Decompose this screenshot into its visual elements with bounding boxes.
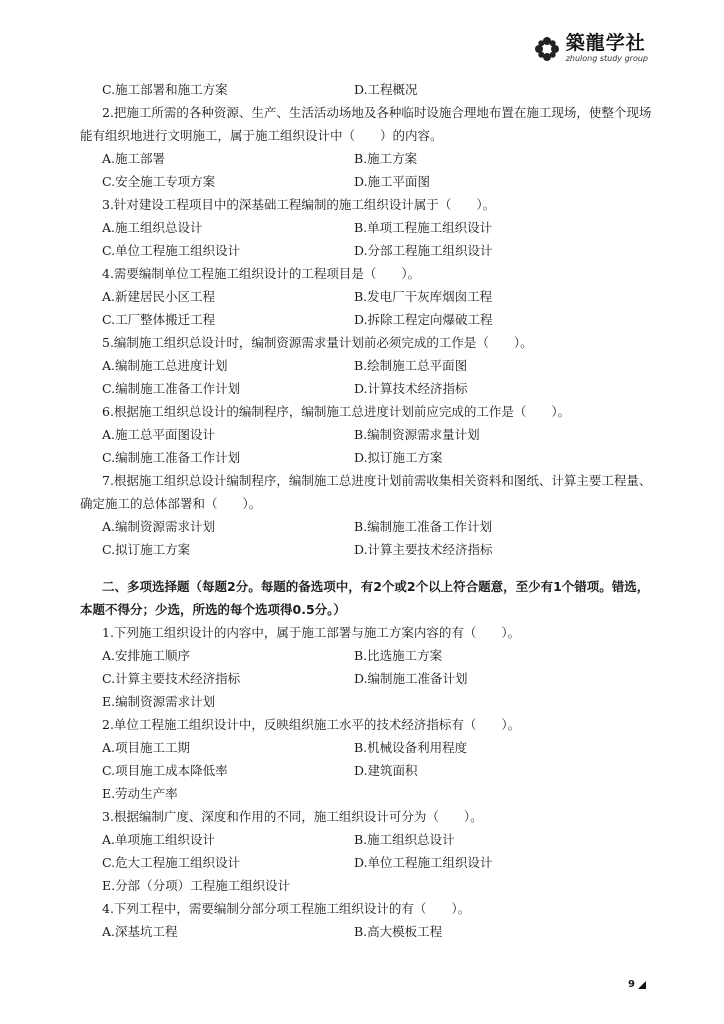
logo-chinese-name: 築龍学社 [565,32,646,54]
option-a: A.单项施工组织设计 [102,832,216,847]
page-number-text: 9 [628,979,635,990]
question-text: 5.编制施工组织总设计时，编制资源需求量计划前必须完成的工作是（ ）。 [102,335,533,350]
option-d: D.工程概况 [354,82,418,97]
page-number [628,979,646,990]
section-title-multiple-choice: 二、多项选择题（每题2分。每题的备选项中，有2个或2个以上符合题意，至少有1个错项。错选，本题不得分；少选，所选的每个选项得0.5分。） [80,579,650,617]
option-d: D.分部工程施工组织设计 [354,243,493,258]
option-c: C.施工部署和施工方案 [102,82,228,97]
option-row [80,308,652,331]
option-row [80,736,652,759]
option-row [80,874,652,897]
option-b: B.发电厂干灰库烟囱工程 [354,289,493,304]
option-row [80,690,652,713]
question-text: 7.根据施工组织总设计编制程序，编制施工总进度计划前需收集相关资料和图纸、计算主要工程量、确定施工的总体部署和（ ）。 [80,473,652,511]
option-a: A.施工总平面图设计 [102,427,216,442]
option-row [80,644,652,667]
option-a: A.安排施工顺序 [102,648,191,663]
option-row [80,920,652,943]
question-text: 4.下列工程中，需要编制分部分项工程施工组织设计的有（ ）。 [102,901,471,916]
option-b: B.施工组织总设计 [354,832,455,847]
option-b: B.比选施工方案 [354,648,443,663]
option-c: C.项目施工成本降低率 [102,763,228,778]
option-b: B.绘制施工总平面图 [354,358,468,373]
option-e: E.分部（分项）工程施工组织设计 [102,878,291,893]
option-d: D.拟订施工方案 [354,450,443,465]
option-a: A.施工组织总设计 [102,220,203,235]
option-a: A.新建居民小区工程 [102,289,216,304]
option-b: B.施工方案 [354,151,418,166]
option-b: B.编制资源需求量计划 [354,427,480,442]
option-c: C.单位工程施工组织设计 [102,243,241,258]
page-content [80,78,652,943]
logo-english-name: zhulong study group [565,54,648,63]
option-row [80,759,652,782]
option-b: B.单项工程施工组织设计 [354,220,493,235]
page-corner-triangle-icon [638,981,646,989]
option-d: D.计算主要技术经济指标 [354,542,493,557]
option-d: D.计算技术经济指标 [354,381,468,396]
option-row [80,285,652,308]
option-row [80,446,652,469]
question-text: 3.根据编制广度、深度和作用的不同，施工组织设计可分为（ ）。 [102,809,483,824]
option-c: C.安全施工专项方案 [102,174,216,189]
option-e: E.劳动生产率 [102,786,178,801]
option-row [80,667,652,690]
option-row [80,515,652,538]
option-c: C.计算主要技术经济指标 [102,671,241,686]
question-text: 3.针对建设工程项目中的深基础工程编制的施工组织设计属于（ ）。 [102,197,496,212]
option-b: B.编制施工准备工作计划 [354,519,493,534]
brand-logo [534,34,648,63]
option-a: A.编制施工总进度计划 [102,358,228,373]
option-row [80,782,652,805]
question-text: 1.下列施工组织设计的内容中，属于施工部署与施工方案内容的有（ ）。 [102,625,521,640]
option-d: D.编制施工准备计划 [354,671,468,686]
option-a: A.施工部署 [102,151,166,166]
option-b: B.高大模板工程 [354,924,443,939]
option-row [80,354,652,377]
option-c: C.编制施工准备工作计划 [102,381,241,396]
option-c: C.拟订施工方案 [102,542,191,557]
option-a: A.编制资源需求计划 [102,519,216,534]
option-row [80,828,652,851]
option-b: B.机械设备利用程度 [354,740,468,755]
option-d: D.拆除工程定向爆破工程 [354,312,493,327]
option-a: A.深基坑工程 [102,924,178,939]
option-c: C.危大工程施工组织设计 [102,855,241,870]
logo-flower-icon [534,36,560,62]
option-c: C.工厂整体搬迁工程 [102,312,216,327]
option-e: E.编制资源需求计划 [102,694,216,709]
option-row [80,377,652,400]
option-row [80,147,652,170]
option-row [80,423,652,446]
option-row [80,538,652,561]
question-text: 2.单位工程施工组织设计中，反映组织施工水平的技术经济指标有（ ）。 [102,717,521,732]
option-c: C.编制施工准备工作计划 [102,450,241,465]
question-text: 2.把施工所需的各种资源、生产、生活活动场地及各种临时设施合理地布置在施工现场，使整个现场能有组织地进行文明施工，属于施工组织设计中（ ）的内容。 [80,105,652,143]
option-row [80,216,652,239]
option-d: D.单位工程施工组织设计 [354,855,493,870]
option-d: D.建筑面积 [354,763,418,778]
option-row [80,239,652,262]
option-row [80,170,652,193]
question-text: 4.需要编制单位工程施工组织设计的工程项目是（ ）。 [102,266,421,281]
option-a: A.项目施工工期 [102,740,191,755]
option-row [80,851,652,874]
option-row [80,78,652,101]
question-text: 6.根据施工组织总设计的编制程序，编制施工总进度计划前应完成的工作是（ ）。 [102,404,571,419]
option-d: D.施工平面图 [354,174,431,189]
